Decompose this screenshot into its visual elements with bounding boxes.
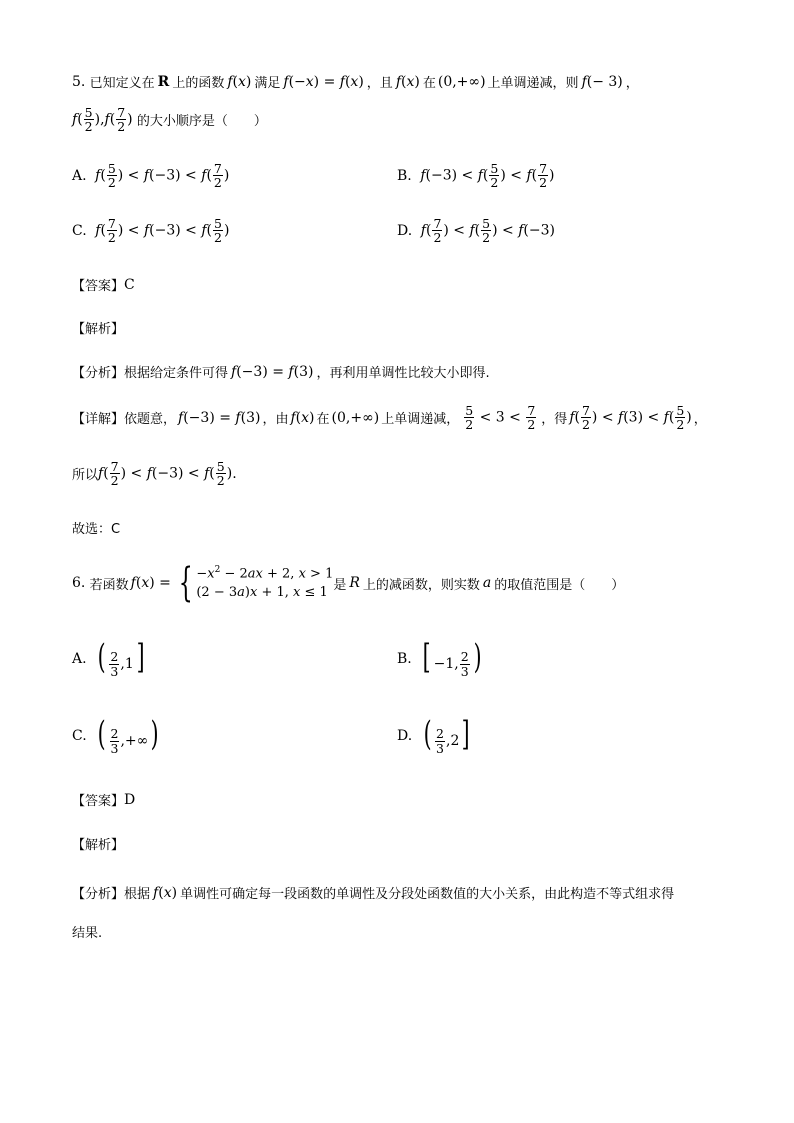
q5-option-d-label: D.: [397, 222, 413, 239]
q5-fx-2: f(x): [395, 73, 420, 90]
q6-text-1: 若函数: [89, 577, 129, 593]
q5-xj-7: 所以: [72, 468, 99, 484]
q6-analysis-heading: [72, 834, 124, 853]
q5-stem-line2: [72, 106, 267, 133]
q6-a: a: [482, 575, 492, 591]
q5-xj-3: 在: [316, 412, 330, 428]
q5-fenxi-expr: f(−3) = f(3): [231, 363, 314, 380]
q5-answer: [72, 275, 135, 294]
q5-answer-tag: 【答案】: [72, 279, 125, 294]
q5-text-8: 的大小顺序是（ ）: [136, 114, 267, 130]
q6-R: R: [349, 575, 360, 591]
q6-piecewise: [196, 564, 333, 602]
q5-text-5: 在: [422, 76, 436, 91]
q5-xj-ineq: $\frac{5}{2}$ < 3 < $\frac{7}{2}$: [465, 403, 536, 433]
q5-text-1: 已知定义在: [89, 76, 155, 91]
q5-xj-2: ，由: [262, 412, 289, 428]
q5-option-d[interactable]: [397, 217, 555, 244]
q5-option-c-label: C.: [72, 222, 87, 239]
q5-text-6: 上单调递减，则: [487, 76, 579, 91]
q5-text-7: ，: [625, 76, 639, 91]
q6-fenxi-fx: f(x): [153, 884, 178, 901]
q6-option-d-expr: ( $\frac{2}{3}$ ,2]: [423, 714, 470, 756]
q5-xj-fx: f(x): [290, 409, 315, 426]
q6-fx: f(x) =: [130, 575, 171, 591]
q6-option-a-expr: ( $\frac{2}{3}$ ,1]: [97, 637, 145, 679]
q6-fenxi-text3: 结果.: [72, 926, 103, 941]
q5-choice: [72, 518, 120, 537]
q6-fenxi-line2: [72, 922, 102, 941]
q5-option-c[interactable]: [72, 217, 229, 244]
q5-xj-result: f( $\frac{7}{2}$ ) < f(3) < f( $\frac{5}{2}$ ): [569, 403, 692, 433]
q5-f-neg3: f(− 3): [581, 73, 623, 90]
q5-guxuan: 故选：C: [72, 522, 121, 537]
q5-fenxi: [72, 362, 490, 381]
q6-option-b[interactable]: [397, 637, 484, 679]
q5-analysis-heading: [72, 318, 124, 337]
q6-answer-tag: 【答案】: [72, 794, 125, 809]
q5-analysis-tag: 【解析】: [72, 322, 125, 337]
q6-option-b-label: B.: [397, 650, 412, 667]
q5-option-a-expr: f( $\frac{5}{2}$ ) < f(−3) < f( $\frac{7}{2}$ ): [95, 161, 230, 191]
q6-case-2: (2 − 3a)x + 1, x ≤ 1: [196, 584, 328, 600]
q6-answer: [72, 790, 135, 809]
q5-option-d-expr: f( $\frac{7}{2}$ ) < f( $\frac{5}{2}$ ) < f(−3): [420, 216, 555, 246]
q6-option-a[interactable]: [72, 637, 147, 679]
q6-case-1: $-x^2 - 2ax + 2$, x > 1: [196, 565, 334, 582]
q6-text-4: 的取值范围是（ ）: [494, 577, 625, 593]
q5-option-b-label: B.: [397, 167, 412, 184]
q6-option-c[interactable]: [72, 714, 162, 756]
q5-option-b-expr: f(−3) < f( $\frac{5}{2}$ ) < f( $\frac{7}{2}$ ): [420, 161, 555, 191]
q6-option-d[interactable]: [397, 714, 473, 756]
q5-number: 5.: [72, 73, 86, 90]
q5-option-a-label: A.: [72, 167, 87, 184]
q5-xj-4: 上单调递减，: [381, 412, 460, 428]
q5-option-b[interactable]: [397, 162, 555, 189]
q5-fx: f(x): [227, 73, 252, 90]
q6-brace: {: [178, 560, 193, 606]
q6-option-c-expr: ( $\frac{2}{3}$ ,+∞): [97, 714, 159, 756]
q5-option-c-expr: f( $\frac{7}{2}$ ) < f(−3) < f( $\frac{5}{2}$ ): [95, 216, 230, 246]
q6-stem: [72, 560, 625, 606]
q5-interval: (0,+∞): [437, 73, 486, 90]
q5-fenxi-tag: 【分析】: [72, 366, 125, 381]
q6-option-a-label: A.: [72, 650, 87, 667]
q5-R: R: [157, 73, 170, 90]
q5-xj-final: f( $\frac{7}{2}$ ) < f(−3) < f( $\frac{5}{2}$ ): [98, 459, 233, 489]
q5-xj-6: ，: [693, 412, 707, 428]
q6-fenxi-line1: [72, 883, 674, 902]
q6-option-d-label: D.: [397, 727, 413, 744]
q5-answer-value: C: [124, 276, 135, 293]
q5-fenxi-text2: ，再利用单调性比较大小即得.: [316, 366, 490, 381]
q6-fenxi-text1: 根据: [124, 887, 151, 902]
q5-xj-8: .: [232, 465, 237, 482]
q5-xj-1: 依题意，: [124, 412, 177, 428]
q5-text-3: 满足: [254, 76, 281, 91]
q6-fenxi-tag: 【分析】: [72, 887, 125, 902]
q6-answer-value: D: [124, 791, 136, 808]
q5-xiangjie-line2: [72, 460, 237, 487]
q6-text-2: 是: [333, 577, 347, 593]
q5-f-5-2: f( $\frac{5}{2}$ ),f( $\frac{7}{2}$ ): [72, 105, 133, 135]
q6-option-b-expr: [ −1, $\frac{2}{3}$ ): [422, 637, 482, 679]
q5-xj-interval: (0,+∞): [331, 409, 380, 426]
q5-xiangjie-line1: [72, 404, 707, 431]
q5-xiangjie-tag: 【详解】: [72, 412, 125, 428]
q6-text-3: 上的减函数，则实数: [362, 577, 480, 593]
q6-number: 6.: [72, 575, 86, 591]
q6-analysis-tag: 【解析】: [72, 838, 125, 853]
q6-option-c-label: C.: [72, 727, 87, 744]
q5-option-a[interactable]: [72, 162, 229, 189]
q5-xj-expr1: f(−3) = f(3): [178, 409, 261, 426]
q6-fenxi-text2: 单调性可确定每一段函数的单调性及分段处函数值的大小关系，由此构造不等式组求得: [180, 887, 675, 902]
q5-text-4: ，且: [366, 76, 393, 91]
q5-stem-line1: [72, 72, 639, 91]
q5-text-2: 上的函数: [172, 76, 225, 91]
q5-even-condition: f(−x) = f(x): [283, 73, 364, 90]
q5-xj-5: ，得: [541, 412, 568, 428]
q5-fenxi-text1: 根据给定条件可得: [124, 366, 229, 381]
